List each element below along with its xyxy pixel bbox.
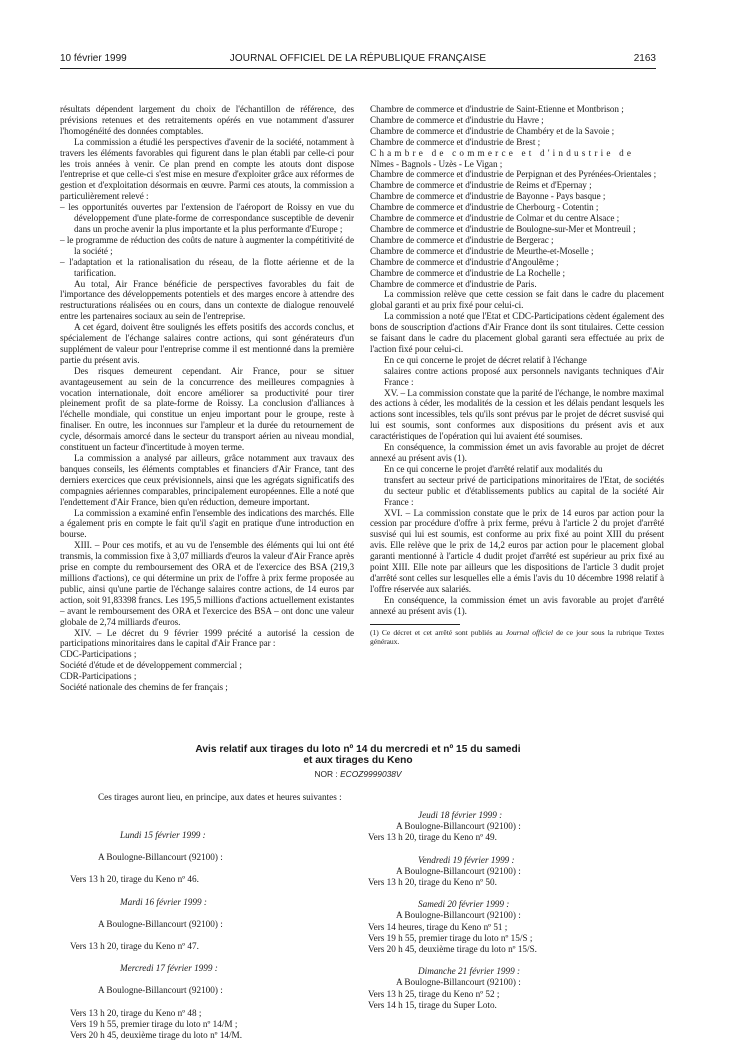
schedule-day: Samedi 20 février 1999 : [418, 899, 510, 910]
paragraph: – l'adaptation et la rationalisation du réseau, de la flotte aérienne et de la tarification. [60, 256, 354, 278]
paragraph: Chambre de commerce et d'industrie de Reims et d'Epernay ; [370, 180, 592, 191]
footnote-rule [370, 624, 460, 625]
schedule-gap [368, 955, 648, 966]
schedule-right [368, 810, 648, 1011]
schedule-location: A Boulogne-Billancourt (92100) : [396, 865, 521, 876]
avis-title-line-1: Avis relatif aux tirages du loto nº 14 du mercredi et nº 15 du samedi [195, 744, 521, 755]
schedule-item: Vers 13 h 20, tirage du Keno nº 50. [368, 877, 497, 888]
nor-code: ECOZ9999038V [340, 768, 402, 779]
paragraph: XV. – La commission constate que la parité de l'échange, le nombre maximal des actions à céder, les modalités de la cession et les délais pendant lesquels les actions sont incessibles, tels qu'ils sont prévus par le projet de décret susvisé qui lui est soumis, sont conformes aux dispositions du présent avis et aux caractéristiques de l'opération qui lui avaient été soumises. [370, 387, 664, 442]
paragraph: XIV. – Le décret du 9 février 1999 précité a autorisé la cession de participations minoritaires dans le capital d'Air France par : [60, 627, 354, 649]
schedule-item: Vers 19 h 55, premier tirage du loto nº 15/S ; [368, 932, 533, 943]
schedule-gap [70, 863, 350, 874]
schedule-day: Mercredi 17 février 1999 : [120, 963, 218, 974]
schedule-item: Vers 13 h 20, tirage du Keno nº 49. [368, 832, 497, 843]
paragraph: Société nationale des chemins de fer français ; [60, 682, 228, 693]
header-rule [60, 68, 656, 69]
running-header [60, 53, 656, 67]
schedule-item: Vers 20 h 45, deuxième tirage du loto nº 15/S. [368, 944, 537, 955]
right-column [370, 104, 664, 646]
schedule-item: Vers 13 h 20, tirage du Keno nº 47. [70, 941, 199, 952]
schedule-gap [70, 997, 350, 1008]
schedule-location: A Boulogne-Billancourt (92100) : [98, 985, 223, 996]
header-date: 10 février 1999 [60, 53, 127, 64]
avis-section [60, 744, 656, 1041]
paragraph: Chambre de commerce et d'industrie de Cherbourg - Cotentin ; [370, 202, 599, 213]
avis-title [60, 744, 656, 767]
schedule-day: Vendredi 19 février 1999 : [418, 854, 515, 865]
paragraph: En conséquence, la commission émet un avis favorable au projet de décret annexé au présent avis (1). [370, 442, 664, 463]
footnote [370, 628, 664, 646]
paragraph: En ce qui concerne le projet d'arrêté relatif aux modalités du [384, 463, 603, 474]
schedule-item: Vers 20 h 45, deuxième tirage du loto nº 14/M. [70, 1030, 243, 1041]
schedule-item: Vers 13 h 20, tirage du Keno nº 46. [70, 874, 199, 885]
schedule-gap [70, 886, 350, 897]
schedule-gap [70, 908, 350, 919]
schedule-location: A Boulogne-Billancourt (92100) : [396, 977, 521, 988]
schedule-day: Mardi 16 février 1999 : [120, 896, 207, 907]
paragraph: Chambre de commerce et d'industrie de Colmar et du centre Alsace ; [370, 213, 620, 224]
paragraph: XIII. – Pour ces motifs, et au vu de l'ensemble des éléments qui lui ont été transmis, la commission fixe à 3,07 milliards d'euros la valeur d'Air France après prise en compte du remboursement des ORA et de l'exercice des BSA (219,3 millions d'actions), ce qui détermine un prix de l'offre à prix ferme proposée au public, ainsi qu'une partie de l'échange salaires contre actions, de 14 euros par action, soit 91,83398 francs. Les 195,5 millions d'actions actuellement existantes – avant le remboursement des ORA et l'exercice des BSA – ont donc une valeur globale de 2,74 milliards d'euros. [60, 540, 354, 627]
paragraph: La commission a noté que l'Etat et CDC-Participations cèdent également des bons de souscription d'actions d'Air France dont ils sont titulaires. Cette cession se faisant dans le cadre du placement global garanti sera effectuée au prix de l'action fixé pour celui-ci. [370, 311, 664, 354]
paragraph: transfert au secteur privé de participations minoritaires de l'Etat, de sociétés du secteur public et d'établissements publics au capital de la société Air France : [384, 474, 664, 507]
paragraph: A cet égard, doivent être soulignés les effets positifs des accords conclus, et spécialement de l'échange salaires contre actions, qui sont générateurs d'un supplément de valeur pour l'entreprise comme il est mentionné dans la première partie du présent avis. [60, 322, 354, 365]
schedule-gap [70, 930, 350, 941]
right-column-body [370, 104, 664, 617]
paragraph: En conséquence, la commission émet un avis favorable au projet d'arrêté annexé au présent avis (1). [370, 594, 664, 616]
avis-nor [60, 769, 656, 780]
paragraph: Chambre de commerce et d'industrie d'Angoulême ; [370, 256, 559, 267]
paragraph: Au total, Air France bénéficie de perspectives favorables du fait de l'importance des développements potentiels et des marges encore à attendre des restructurations réalisées ou en cours, dans un contexte de dialogue renouvelé entre les partenaires sociaux au sein de l'entreprise. [60, 278, 354, 322]
schedule-gap [368, 844, 648, 855]
schedule-left [70, 830, 350, 1041]
footnote-suffix: de ce jour sous la rubrique Textes généraux. [370, 627, 664, 646]
paragraph: Chambre de commerce et d'industrie de Chambéry et de la Savoie ; [370, 125, 615, 136]
paragraph: Chambre de commerce et d'industrie de La Rochelle ; [370, 267, 566, 278]
schedule-item: Vers 14 h 15, tirage du Super Loto. [368, 999, 497, 1010]
paragraph: Nîmes - Bagnols - Uzès - Le Vigan ; [370, 158, 503, 169]
paragraph: Chambre de commerce et d'industrie du Havre ; [370, 114, 544, 125]
paragraph: Société d'étude et de développement commercial ; [60, 660, 242, 671]
schedule-item: Vers 19 h 55, premier tirage du loto nº 14/M ; [70, 1018, 238, 1029]
paragraph: XVI. – La commission constate que le prix de 14 euros par action pour la cession par procédure d'offre à prix ferme, prévu à l'article 2 du projet d'arrêté susvisé qui lui est soumis, est conforme au prix fixé au point XIII du présent avis. Elle relève que le prix de 14,2 euros par action pour le placement global garanti mentionné à l'article 4 dudit projet d'arrêté est supérieur au prix fixé au point XIII. Elle note par ailleurs que les dispositions de l'article 3 dudit projet d'arrêté sont celles sur lesquelles elle a émis l'avis du 10 décembre 1998 relatif à l'offre réservée aux salariés. [370, 507, 664, 594]
schedule-item: Vers 14 heures, tirage du Keno nº 51 ; [368, 921, 508, 932]
paragraph: En ce qui concerne le projet de décret relatif à l'échange [384, 354, 587, 365]
paragraph: Chambre de commerce et d'industrie de Meurthe-et-Moselle ; [370, 245, 594, 256]
paragraph: Chambre de commerce et d'industrie de Saint-Etienne et Montbrison ; [370, 104, 624, 114]
schedule-gap [70, 841, 350, 852]
avis-intro: Ces tirages auront lieu, en principe, aux dates et heures suivantes : [98, 792, 342, 803]
paragraph: Chambre de commerce et d'industrie de Perpignan et des Pyrénées-Orientales ; [370, 169, 657, 180]
schedule-location: A Boulogne-Billancourt (92100) : [396, 910, 521, 921]
schedule-day: Lundi 15 février 1999 : [120, 830, 206, 840]
left-column [60, 104, 354, 693]
paragraph: La commission relève que cette cession se fait dans le cadre du placement global garanti et au prix fixé pour celui-ci. [370, 289, 664, 311]
nor-label: NOR : [314, 768, 341, 779]
paragraph: Chambre de commerce et d'industrie de Brest ; [370, 136, 541, 147]
schedule-gap [70, 974, 350, 985]
paragraph: La commission a analysé par ailleurs, grâce notamment aux travaux des banques conseils, les éléments comptables et financiers d'Air France, tant des derniers exercices que ceux prévisionnels, ainsi que les agrégats significatifs des compagnies aériennes comparables, principalement européennes. Elle a noté que l'endettement d'Air France, bien qu'en réduction, demeure important. [60, 453, 354, 507]
schedule-location: A Boulogne-Billancourt (92100) : [98, 918, 223, 929]
paragraph: Des risques demeurent cependant. Air France, pour se situer avantageusement au sein de la concurrence des meilleures compagnies à vocation internationale, doit encore améliorer sa productivité pour tirer pleinement profit de sa plate-forme de Roissy. La conclusion d'alliances à l'échelle mondiale, qui constitue un enjeu important pour le groupe, reste à finaliser. En outre, les inconnues sur l'ampleur et la durée du retournement de cycle, désormais amorcé dans le secteur du transport aérien au niveau mondial, constituent un facteur d'incertitude à moyen terme. [60, 365, 354, 453]
schedule-item: Vers 13 h 20, tirage du Keno nº 48 ; [70, 1007, 202, 1018]
footnote-prefix: (1) Ce décret et cet arrêté sont publiés au [370, 627, 506, 637]
paragraph: La commission a étudié les perspectives d'avenir de la société, notamment à travers les éléments favorables qui figurent dans le plan établi par celle-ci pour les trois années à venir. Ce plan prend en compte les atouts dont dispose l'entreprise et que celle-ci s'est mise en mesure d'exploiter grâce aux réformes de gestion et d'exploitation désormais en œuvre. Parmi ces atouts, la commission a particulièrement relevé : [60, 136, 354, 202]
paragraph: – le programme de réduction des coûts de nature à augmenter la compétitivité de la société ; [60, 234, 354, 256]
schedule-location: A Boulogne-Billancourt (92100) : [396, 821, 521, 832]
schedule-gap [70, 952, 350, 963]
schedule-gap [368, 888, 648, 899]
header-page-number: 2163 [633, 53, 656, 64]
paragraph: Chambre de commerce et d'industrie de Boulogne-sur-Mer et Montreuil ; [370, 223, 636, 234]
avis-title-line-2: et aux tirages du Keno [303, 755, 413, 767]
paragraph: Chambre de commerce et d'industrie de [370, 147, 635, 158]
paragraph: CDR-Participations ; [60, 671, 137, 682]
paragraph: CDC-Participations ; [60, 649, 137, 660]
paragraph: salaires contre actions proposé aux personnels navigants techniques d'Air France : [384, 365, 664, 387]
footnote-journal-name: Journal officiel [505, 627, 553, 637]
paragraph: Chambre de commerce et d'industrie de Paris. [370, 278, 537, 289]
paragraph: La commission a examiné enfin l'ensemble des indications des marchés. Elle a également pris en compte le fait qu'il s'agit en pratique d'une introduction en bourse. [60, 507, 354, 540]
schedule-item: Vers 13 h 25, tirage du Keno nº 52 ; [368, 988, 500, 999]
paragraph: Chambre de commerce et d'industrie de Bergerac ; [370, 234, 554, 245]
schedule-day: Jeudi 18 février 1999 : [418, 810, 503, 820]
schedule-day: Dimanche 21 février 1999 : [418, 966, 521, 977]
header-title: JOURNAL OFFICIEL DE LA RÉPUBLIQUE FRANÇAISE [229, 53, 487, 64]
paragraph: résultats dépendent largement du choix de l'échantillon de référence, des prévisions retenues et des retraitements opérés en vue notamment d'assurer l'homogénéité des données comptables. [60, 104, 354, 136]
paragraph: – les opportunités ouvertes par l'extension de l'aéroport de Roissy en vue du développement d'une plate-forme de correspondance susceptible de devenir dans un proche avenir la plus importante et la plus performante d'Europe ; [60, 202, 354, 234]
paragraph: Chambre de commerce et d'industrie de Bayonne - Pays basque ; [370, 191, 606, 202]
schedule-location: A Boulogne-Billancourt (92100) : [98, 852, 223, 863]
